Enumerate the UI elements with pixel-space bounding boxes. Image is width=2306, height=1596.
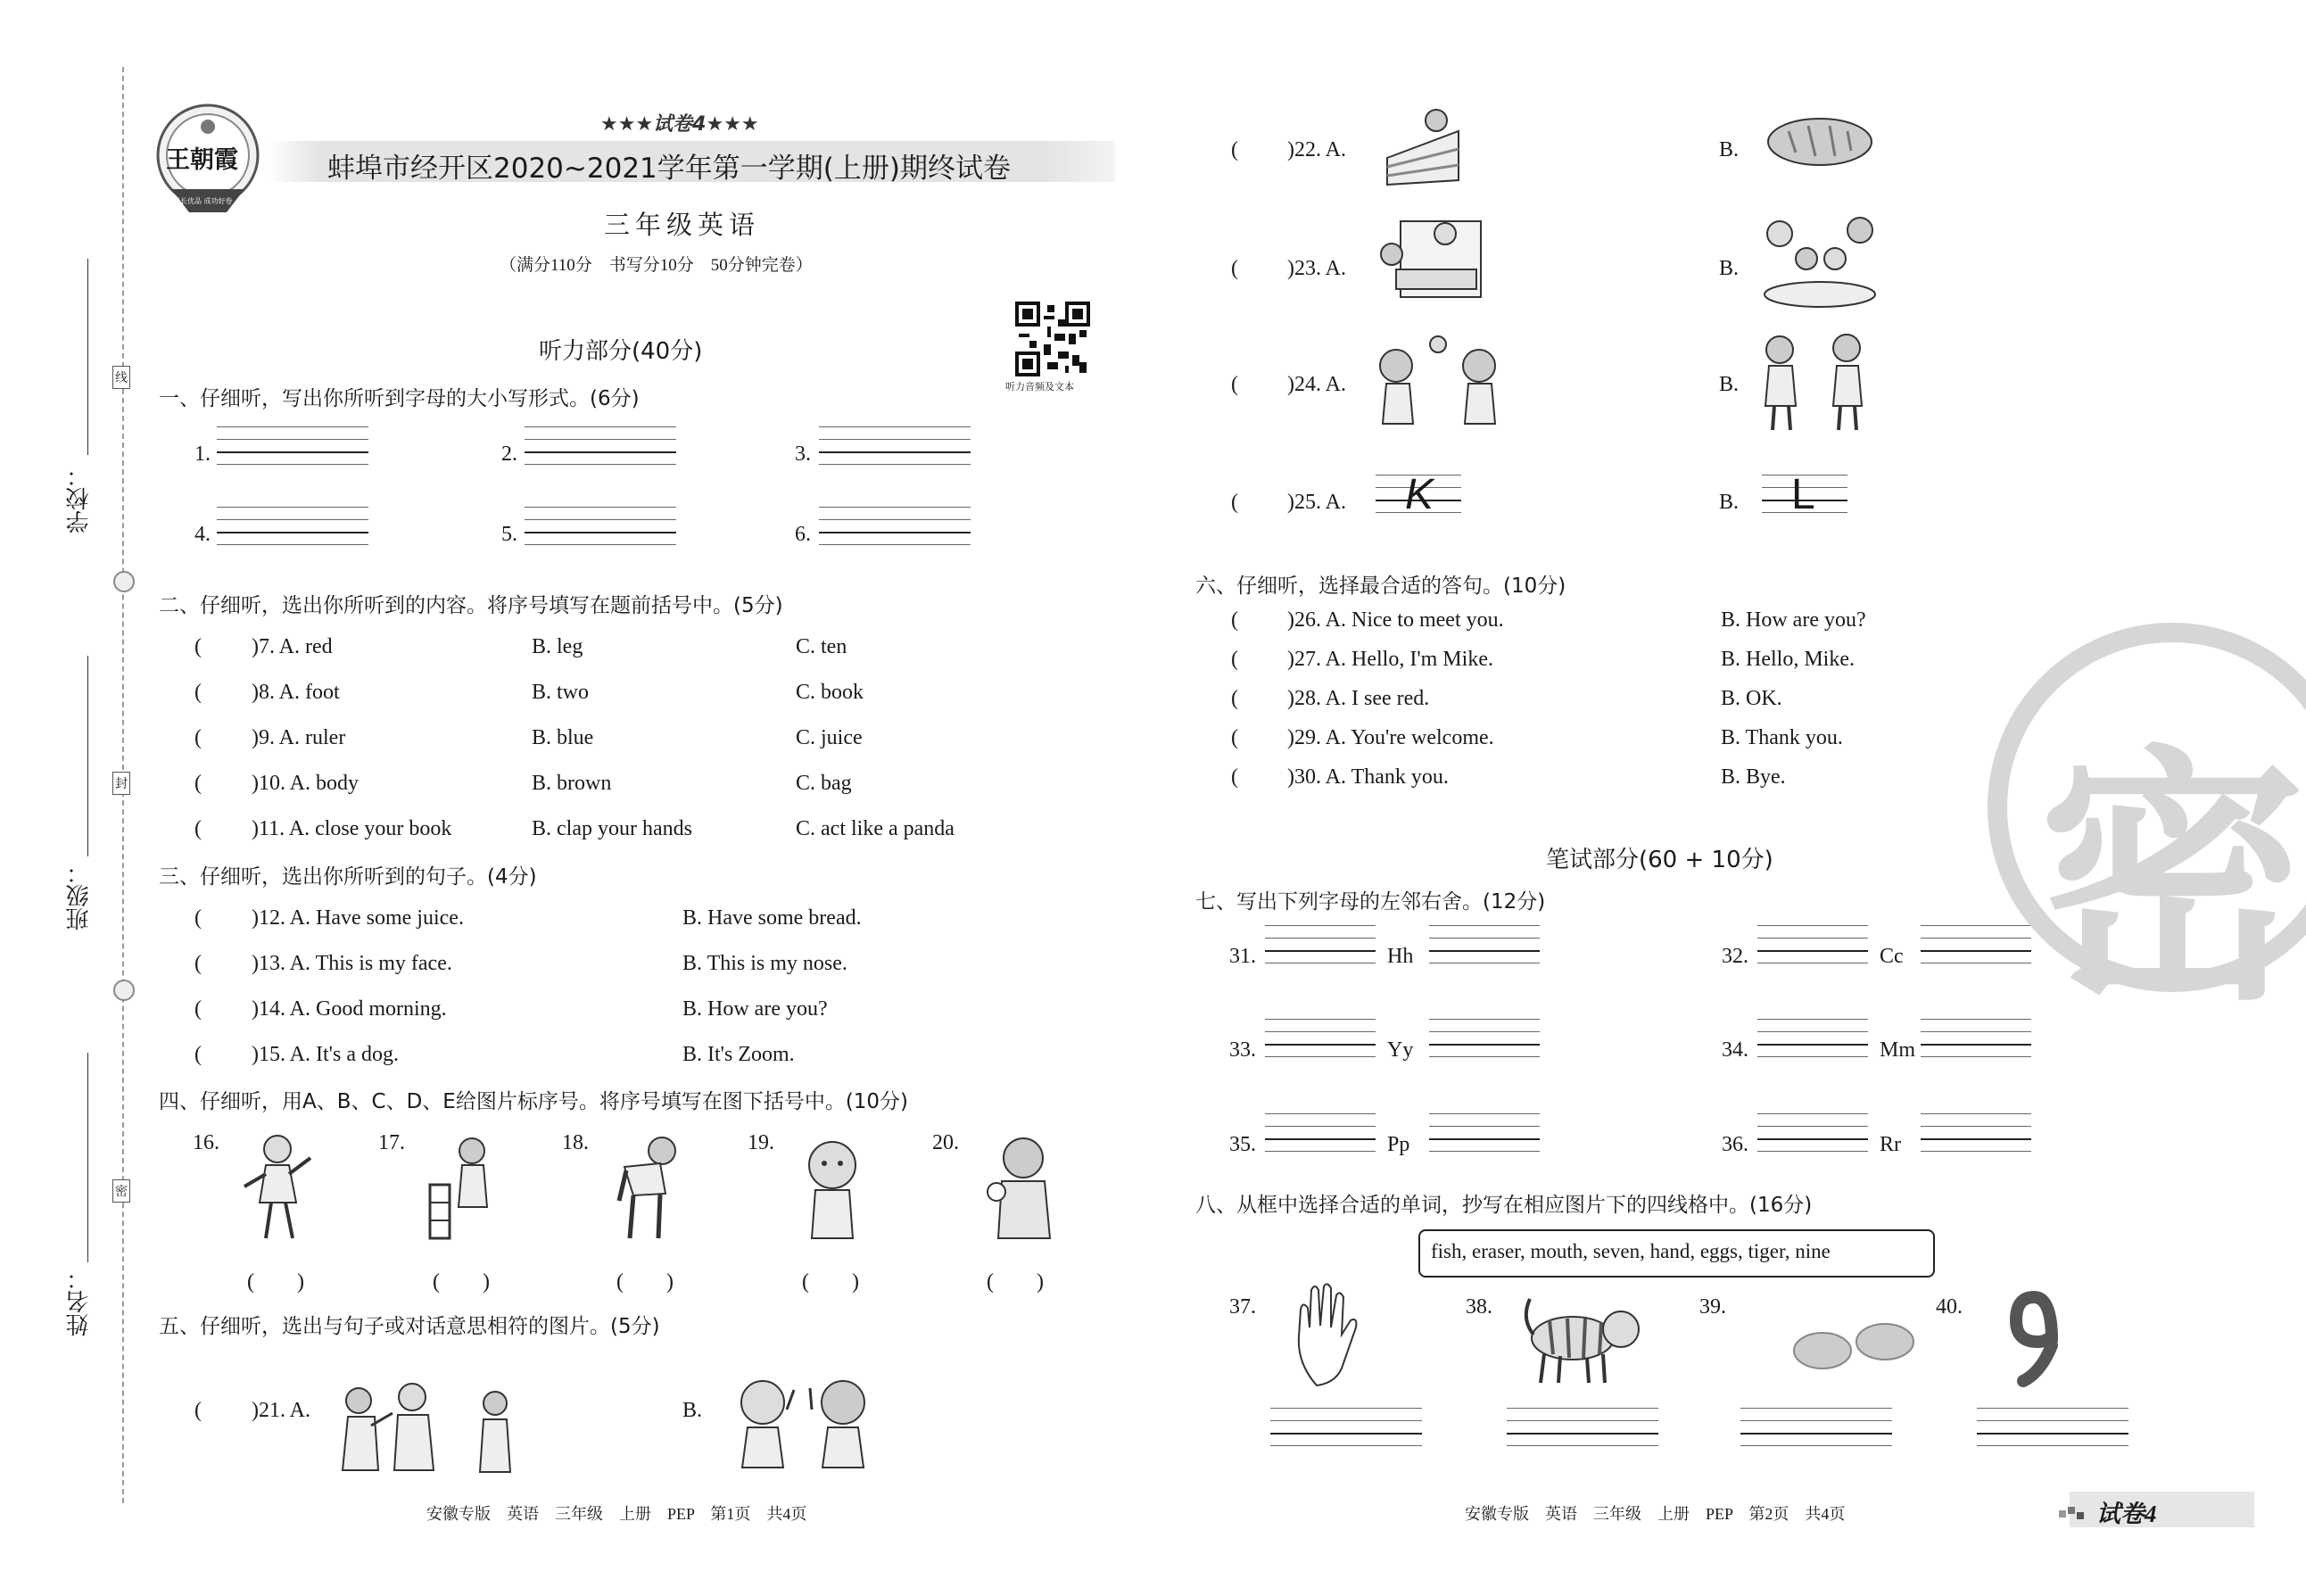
answer-paren[interactable]: (	[194, 635, 202, 658]
option-b: B. How are you?	[1721, 608, 1866, 632]
left-neighbor-lines-line	[1265, 1113, 1376, 1114]
answer-writing-lines-line	[1740, 1433, 1892, 1435]
secret-seal-watermark	[1985, 620, 2306, 1036]
listening-title: 听力部分(40分)	[539, 338, 703, 365]
letter-writing-lines[interactable]	[217, 426, 368, 466]
answer-writing-lines-line	[1507, 1408, 1658, 1409]
letter-writing-lines-line	[525, 544, 676, 545]
answer-paren[interactable]: (	[1231, 257, 1238, 280]
letter-writing-lines-line	[217, 439, 368, 440]
letter-writing-lines-line	[819, 507, 971, 508]
option-a: )11. A. close your book	[252, 817, 452, 840]
left-neighbor-lines-line	[1757, 1019, 1868, 1020]
item-num: 32.	[1722, 945, 1748, 968]
answer-paren[interactable]: (	[1231, 687, 1238, 710]
answer-writing-lines-line	[1740, 1445, 1892, 1446]
option-b-label: B.	[1719, 257, 1740, 280]
answer-writing-lines-line	[1977, 1408, 2128, 1409]
party-scene-image	[1753, 214, 1887, 317]
left-neighbor-lines[interactable]	[1265, 1019, 1376, 1058]
left-neighbor-lines[interactable]	[1265, 925, 1376, 964]
eggs-image	[1785, 1299, 1919, 1410]
letter-writing-lines[interactable]	[525, 426, 676, 466]
answer-writing-lines-line	[1270, 1408, 1422, 1409]
right-neighbor-lines-line	[1429, 925, 1540, 926]
question-label: )23. A.	[1287, 257, 1346, 280]
question-label: )25. A.	[1287, 491, 1346, 514]
letter-writing-lines[interactable]	[819, 507, 971, 546]
letter-writing-lines[interactable]	[525, 507, 676, 546]
left-neighbor-lines-line	[1265, 925, 1376, 926]
picture-answer-paren[interactable]: ( )	[433, 1270, 490, 1294]
answer-writing-lines-line	[1507, 1445, 1658, 1446]
option-a: )13. A. This is my face.	[252, 952, 452, 975]
answer-paren[interactable]: (	[1231, 373, 1238, 396]
letter-num: 4.	[194, 523, 211, 546]
option-b: B. It's Zoom.	[682, 1043, 795, 1066]
option-c: C. juice	[796, 726, 863, 749]
question-label: )24. A.	[1287, 373, 1346, 396]
right-neighbor-lines-line	[1921, 1126, 2031, 1127]
option-a: )28. A. I see red.	[1287, 687, 1430, 710]
right-neighbor-lines-line	[1921, 1019, 2031, 1020]
item-num: 34.	[1722, 1038, 1748, 1062]
left-neighbor-lines-line	[1757, 1056, 1868, 1057]
picture-answer-paren[interactable]: ( )	[802, 1270, 859, 1294]
exam-note: （满分110分 书写分10分 50分钟完卷）	[500, 256, 813, 275]
option-a: )29. A. You're welcome.	[1287, 726, 1494, 749]
boy-bending-image	[607, 1131, 691, 1243]
answer-paren[interactable]: (	[1231, 726, 1238, 749]
left-neighbor-lines[interactable]	[1757, 1019, 1868, 1058]
answer-paren[interactable]: (	[1231, 648, 1238, 671]
left-neighbor-lines-line	[1265, 1151, 1376, 1152]
letter-writing-lines-line	[819, 426, 971, 427]
school-label: 学校：	[66, 464, 93, 533]
given-letter: Cc	[1880, 945, 1904, 968]
letter-k: K	[1405, 471, 1434, 518]
answer-writing-lines-line	[1270, 1420, 1422, 1421]
right-neighbor-lines-line	[1921, 1056, 2031, 1057]
q21-label: )21. A.	[252, 1399, 310, 1422]
letter-writing-lines-line	[525, 439, 676, 440]
item-num: 36.	[1722, 1133, 1748, 1156]
logo-name: 王朝霞	[166, 146, 238, 173]
letter-writing-lines-line	[217, 451, 368, 453]
right-neighbor-lines-line	[1429, 938, 1540, 939]
q21-paren[interactable]: (	[194, 1399, 202, 1422]
letter-num: 3.	[795, 442, 811, 466]
number-nine-image	[1988, 1283, 2121, 1394]
seal-secret: 密	[112, 1179, 130, 1203]
option-b: B. blue	[532, 726, 594, 749]
right-neighbor-lines-line	[1429, 1056, 1540, 1057]
option-b: B. brown	[532, 772, 612, 795]
option-b: B. Thank you.	[1721, 726, 1843, 749]
given-letter: Yy	[1387, 1038, 1414, 1062]
picture-num: 17.	[378, 1131, 405, 1154]
answer-writing-lines-line	[1977, 1445, 2128, 1446]
logo-emblem	[153, 100, 262, 216]
letter-writing-lines-line	[525, 451, 676, 453]
right-neighbor-lines-line	[1429, 1138, 1540, 1140]
letter-num: 5.	[501, 523, 517, 546]
picture-num: 18.	[562, 1131, 589, 1154]
left-neighbor-lines-line	[1265, 1044, 1376, 1046]
girl-watching-image	[473, 1387, 517, 1472]
left-neighbor-lines-line	[1757, 1151, 1868, 1152]
letter-writing-lines-line	[819, 519, 971, 520]
option-c: C. ten	[796, 635, 847, 658]
option-c: C. book	[796, 681, 864, 704]
right-neighbor-lines-line	[1429, 1019, 1540, 1020]
left-neighbor-lines-line	[1265, 1138, 1376, 1140]
option-b-label: B.	[1719, 138, 1740, 161]
left-neighbor-lines-line	[1265, 1056, 1376, 1057]
left-neighbor-lines-line	[1265, 1019, 1376, 1020]
left-neighbor-lines-line	[1757, 1113, 1868, 1114]
name-label: 姓名：	[66, 1267, 93, 1336]
option-b: B. How are you?	[682, 997, 828, 1021]
answer-paren[interactable]: (	[1231, 491, 1238, 514]
letter-writing-lines-line	[819, 464, 971, 465]
given-letter: Hh	[1387, 945, 1414, 968]
letter-writing-lines-line	[525, 507, 676, 508]
option-b: B. Hello, Mike.	[1721, 648, 1855, 671]
left-neighbor-lines-line	[1757, 1031, 1868, 1032]
answer-writing-lines[interactable]	[1507, 1408, 1658, 1447]
exam-title: 蚌埠市经开区2020~2021学年第一学期(上册)期终试卷	[327, 153, 1011, 185]
answer-paren[interactable]: (	[194, 1043, 202, 1066]
letter-writing-lines-line	[819, 451, 971, 453]
right-neighbor-lines-line	[1921, 1031, 2031, 1032]
binding-hole-icon	[113, 571, 135, 592]
letter-num: 1.	[194, 442, 211, 466]
answer-paren[interactable]: (	[1231, 608, 1238, 632]
letter-num: 6.	[795, 523, 811, 546]
answer-paren[interactable]: (	[194, 726, 202, 749]
letter-writing-lines-line	[217, 464, 368, 465]
left-neighbor-lines-line	[1265, 950, 1376, 952]
option-c: C. bag	[796, 772, 852, 795]
right-neighbor-lines[interactable]	[1429, 1113, 1540, 1153]
answer-writing-lines-line	[1507, 1420, 1658, 1421]
tiger-image	[1517, 1283, 1651, 1394]
answer-writing-lines-line	[1270, 1445, 1422, 1446]
answer-writing-lines-line	[1740, 1420, 1892, 1421]
right-neighbor-lines-line	[1429, 1031, 1540, 1032]
answer-writing-lines-line	[1977, 1420, 2128, 1421]
letter-writing-lines-line	[525, 532, 676, 533]
left-neighbor-lines[interactable]	[1265, 1113, 1376, 1153]
left-neighbor-lines-line	[1265, 1126, 1376, 1127]
right-neighbor-lines[interactable]	[1921, 1019, 2031, 1058]
option-a: )12. A. Have some juice.	[252, 906, 464, 930]
option-b-label: B.	[1719, 491, 1740, 514]
option-b: B. two	[532, 681, 590, 704]
left-neighbor-lines-line	[1757, 1138, 1868, 1140]
right-neighbor-lines-line	[1921, 1044, 2031, 1046]
picture-num: 37.	[1229, 1295, 1256, 1319]
option-b: B. Have some bread.	[682, 906, 862, 930]
option-b: B. Bye.	[1721, 765, 1786, 789]
left-neighbor-lines-line	[1757, 925, 1868, 926]
answer-writing-lines-line	[1270, 1433, 1422, 1435]
option-b: B. OK.	[1721, 687, 1782, 710]
answer-paren[interactable]: (	[194, 997, 202, 1021]
given-letter: Rr	[1880, 1133, 1901, 1156]
right-neighbor-lines-line	[1429, 1151, 1540, 1152]
right-neighbor-lines-line	[1429, 1126, 1540, 1127]
page1-footer: 安徽专版 英语 三年级 上册 PEP 第1页 共4页	[426, 1505, 807, 1523]
seal-line: 线	[112, 366, 130, 389]
option-a: )8. A. foot	[252, 681, 340, 704]
letter-writing-lines-line	[819, 532, 971, 533]
left-neighbor-lines[interactable]	[1757, 1113, 1868, 1153]
option-a: )10. A. body	[252, 772, 359, 795]
letter-writing-lines-line	[819, 439, 971, 440]
bread-image	[1753, 95, 1887, 198]
answer-writing-lines-line	[1740, 1408, 1892, 1409]
page-tag-squares-icon	[2059, 1503, 2086, 1519]
sec7-title: 七、写出下列字母的左邻右舍。(12分)	[1195, 890, 1546, 914]
binding-hole-icon	[113, 980, 135, 1001]
left-neighbor-lines-line	[1757, 1126, 1868, 1127]
right-neighbor-lines-line	[1921, 1113, 2031, 1114]
option-a: )15. A. It's a dog.	[252, 1043, 399, 1066]
sec2-title: 二、仔细听，选出你所听到的内容。将序号填写在题前括号中。(5分)	[159, 594, 783, 617]
sec6-title: 六、仔细听，选择最合适的答句。(10分)	[1195, 575, 1566, 598]
children-meeting-image	[1374, 330, 1508, 433]
page2-footer: 安徽专版 英语 三年级 上册 PEP 第2页 共4页	[1465, 1505, 1846, 1523]
girl-smiling-image	[792, 1131, 877, 1243]
exam-badge: ★★★试卷4★★★	[600, 113, 759, 136]
right-neighbor-lines-line	[1921, 1138, 2031, 1140]
option-a: )26. A. Nice to meet you.	[1287, 608, 1504, 632]
question-label: )22. A.	[1287, 138, 1346, 161]
answer-writing-lines-line	[1977, 1433, 2128, 1435]
hand-image	[1281, 1283, 1415, 1394]
girl-by-ladder-image	[423, 1131, 508, 1243]
letter-writing-lines-line	[217, 519, 368, 520]
classroom-scene-image	[1374, 214, 1508, 317]
letter-writing-lines-line	[217, 507, 368, 508]
answer-writing-lines[interactable]	[1270, 1408, 1422, 1447]
given-letter: Mm	[1880, 1038, 1916, 1062]
letter-writing-lines[interactable]	[217, 507, 368, 546]
answer-paren[interactable]: (	[194, 772, 202, 795]
word-box-text: fish, eraser, mouth, seven, hand, eggs, tiger, nine	[1431, 1240, 1831, 1262]
children-waving-image	[723, 1374, 883, 1468]
class-label: 班级：	[66, 861, 93, 930]
sec5-title: 五、仔细听，选出与句子或对话意思相符的图片。(5分)	[159, 1315, 660, 1338]
option-c: C. act like a panda	[796, 817, 955, 840]
option-a: )9. A. ruler	[252, 726, 346, 749]
page-tag: 试卷4	[2096, 1501, 2157, 1527]
answer-paren[interactable]: (	[194, 681, 202, 704]
picture-num: 39.	[1699, 1295, 1726, 1319]
cake-image	[1374, 95, 1508, 198]
answer-paren[interactable]: (	[1231, 138, 1238, 161]
sec4-title: 四、仔细听，用A、B、C、D、E给图片标序号。将序号填写在图下括号中。(10分)	[159, 1090, 909, 1113]
letter-num: 2.	[501, 442, 517, 466]
right-neighbor-lines[interactable]	[1429, 1019, 1540, 1058]
letter-writing-lines-line	[217, 532, 368, 533]
left-neighbor-lines-line	[1757, 938, 1868, 939]
answer-writing-lines-line	[1507, 1433, 1658, 1435]
greeting-adults-image	[332, 1381, 457, 1470]
children-sharing-image	[1753, 330, 1887, 433]
right-neighbor-lines-line	[1429, 1044, 1540, 1046]
left-neighbor-lines[interactable]	[1757, 925, 1868, 964]
item-num: 35.	[1229, 1133, 1256, 1156]
qr-code-icon[interactable]	[1015, 302, 1090, 376]
answer-paren[interactable]: (	[1231, 765, 1238, 789]
boy-with-cotton-image	[977, 1131, 1062, 1243]
right-neighbor-lines-line	[1921, 1151, 2031, 1152]
option-b: B. clap your hands	[532, 817, 692, 840]
sec1-title: 一、仔细听，写出你所听到字母的大小写形式。(6分)	[159, 387, 640, 410]
picture-num: 20.	[932, 1131, 959, 1154]
right-neighbor-lines-line	[1429, 950, 1540, 952]
right-neighbor-lines[interactable]	[1429, 925, 1540, 964]
left-neighbor-lines-line	[1757, 1044, 1868, 1046]
letter-writing-lines-line	[217, 544, 368, 545]
answer-writing-lines[interactable]	[1740, 1408, 1892, 1447]
girl-dancing-image	[237, 1131, 322, 1243]
right-neighbor-lines[interactable]	[1921, 1113, 2031, 1153]
sec3-title: 三、仔细听，选出你所听到的句子。(4分)	[159, 865, 537, 889]
option-a: )14. A. Good morning.	[252, 997, 447, 1021]
answer-paren[interactable]: (	[194, 906, 202, 930]
item-num: 31.	[1229, 945, 1256, 968]
sec8-title: 八、从框中选择合适的单词，抄写在相应图片下的四线格中。(16分)	[1195, 1194, 1813, 1217]
picture-num: 19.	[748, 1131, 774, 1154]
picture-num: 40.	[1936, 1295, 1963, 1319]
writing-title: 笔试部分(60 + 10分)	[1546, 847, 1773, 873]
letter-writing-lines-line	[525, 519, 676, 520]
letter-writing-lines-line	[525, 464, 676, 465]
item-num: 33.	[1229, 1038, 1256, 1062]
left-neighbor-lines-line	[1265, 1031, 1376, 1032]
letter-l: L	[1791, 471, 1815, 518]
left-neighbor-lines-line	[1757, 950, 1868, 952]
letter-writing-lines-line	[819, 544, 971, 545]
q21-b-label: B.	[682, 1399, 703, 1422]
picture-num: 38.	[1466, 1295, 1492, 1319]
right-neighbor-lines-line	[1429, 1113, 1540, 1114]
answer-paren[interactable]: (	[194, 952, 202, 975]
option-a: )7. A. red	[252, 635, 333, 658]
picture-answer-paren[interactable]: ( )	[616, 1270, 674, 1294]
picture-answer-paren[interactable]: ( )	[987, 1270, 1044, 1294]
left-neighbor-lines-line	[1265, 938, 1376, 939]
picture-num: 16.	[193, 1131, 219, 1154]
option-a: )30. A. Thank you.	[1287, 765, 1449, 789]
letter-writing-lines-line	[525, 426, 676, 427]
option-b-label: B.	[1719, 373, 1740, 396]
letter-writing-lines[interactable]	[819, 426, 971, 466]
option-b: B. This is my nose.	[682, 952, 847, 975]
seal-seal: 封	[112, 772, 130, 795]
option-a: )27. A. Hello, I'm Mike.	[1287, 648, 1493, 671]
picture-answer-paren[interactable]: ( )	[247, 1270, 304, 1294]
qr-caption: 听力音频及文本	[1005, 381, 1074, 393]
answer-writing-lines[interactable]	[1977, 1408, 2128, 1447]
answer-paren[interactable]: (	[194, 817, 202, 840]
watermark-char: 密	[2038, 724, 2306, 1036]
exam-subject: 三年级英语	[604, 210, 761, 240]
letter-writing-lines-line	[217, 426, 368, 427]
logo-slogan: 成长优品 成功好卷	[173, 197, 233, 205]
option-b: B. leg	[532, 635, 583, 658]
given-letter: Pp	[1387, 1133, 1410, 1156]
